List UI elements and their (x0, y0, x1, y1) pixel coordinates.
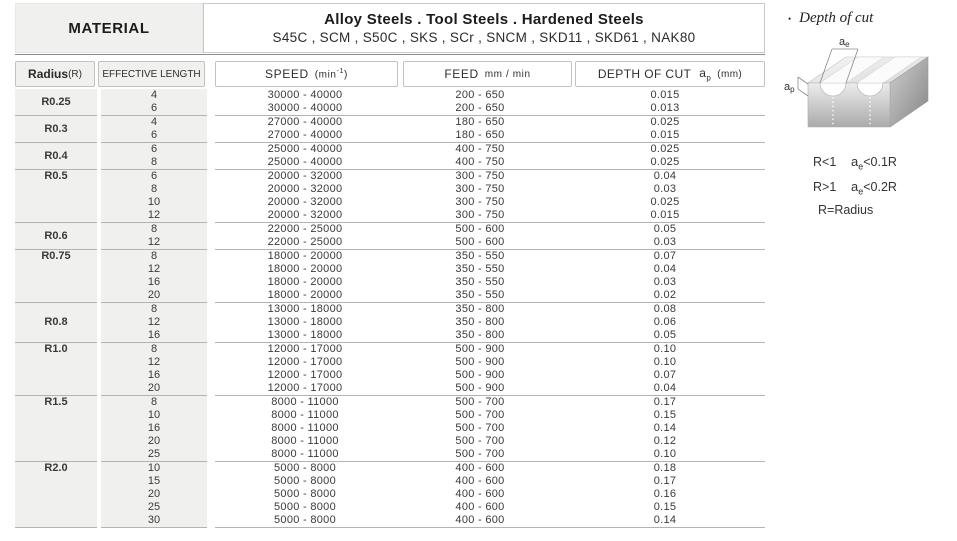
table-row (15, 369, 765, 382)
depth-cell: 0.17 (565, 396, 765, 410)
radius-definition-text: R=Radius (818, 203, 874, 217)
feed-cell: 500 - 900 (395, 343, 565, 357)
depth-cell: 0.17 (565, 475, 765, 488)
radius-cell: R0.75 (15, 250, 99, 303)
length-cell: 20 (99, 435, 211, 448)
feed-cell: 400 - 600 (395, 501, 565, 514)
speed-cell: 12000 - 17000 (211, 369, 395, 382)
radius-cell: R1.5 (15, 396, 99, 462)
length-cell: 20 (99, 382, 211, 396)
note-r-greater-1 (813, 179, 954, 197)
length-cell: 16 (99, 329, 211, 343)
depth-of-cut-title (782, 10, 954, 27)
feed-cell: 400 - 750 (395, 156, 565, 170)
length-cell: 16 (99, 422, 211, 435)
table-row (15, 276, 765, 289)
speed-cell: 27000 - 40000 (211, 116, 395, 130)
table-row (15, 223, 765, 237)
radius-cell: R2.0 (15, 462, 99, 528)
depth-cell: 0.10 (565, 448, 765, 462)
feed-cell: 500 - 900 (395, 369, 565, 382)
speed-cell: 5000 - 8000 (211, 475, 395, 488)
speed-cell: 22000 - 25000 (211, 223, 395, 237)
speed-cell: 18000 - 20000 (211, 276, 395, 289)
column-header-radius (15, 61, 95, 87)
depth-cell: 0.14 (565, 514, 765, 528)
length-cell: 12 (99, 209, 211, 223)
depth-cell: 0.013 (565, 102, 765, 116)
depth-cell: 0.015 (565, 209, 765, 223)
note-condition: R<1 (813, 155, 837, 169)
table-row (15, 303, 765, 317)
table-row (15, 196, 765, 209)
speed-cell: 5000 - 8000 (211, 501, 395, 514)
table-row (15, 250, 765, 264)
speed-cell: 25000 - 40000 (211, 143, 395, 157)
radius-cell: R0.8 (15, 303, 99, 343)
depth-header-unit: (mm) (717, 68, 743, 80)
ap-dimension-lines (798, 77, 808, 96)
depth-cell: 0.10 (565, 343, 765, 357)
radius-cell: R1.0 (15, 343, 99, 396)
length-cell: 25 (99, 501, 211, 514)
feed-cell: 500 - 700 (395, 448, 565, 462)
length-cell: 10 (99, 409, 211, 422)
bullet-icon: • (788, 13, 792, 24)
depth-cell: 0.15 (565, 409, 765, 422)
depth-cell: 0.07 (565, 250, 765, 264)
radius-cell: R0.6 (15, 223, 99, 250)
ae-label: ae (839, 36, 850, 49)
speed-cell: 5000 - 8000 (211, 462, 395, 476)
feed-header-label: FEED (444, 67, 479, 81)
length-cell: 6 (99, 143, 211, 157)
length-cell: 4 (99, 116, 211, 130)
feed-cell: 300 - 750 (395, 170, 565, 184)
table-row (15, 129, 765, 143)
radius-cell: R0.4 (15, 143, 99, 170)
depth-cell: 0.06 (565, 316, 765, 329)
depth-cell: 0.12 (565, 435, 765, 448)
table-row (15, 435, 765, 448)
length-cell: 8 (99, 396, 211, 410)
feed-cell: 500 - 700 (395, 422, 565, 435)
table-row (15, 116, 765, 130)
depth-cell: 0.04 (565, 170, 765, 184)
length-cell: 10 (99, 196, 211, 209)
depth-cell: 0.04 (565, 382, 765, 396)
speed-cell: 18000 - 20000 (211, 250, 395, 264)
feed-cell: 350 - 550 (395, 263, 565, 276)
feed-cell: 200 - 650 (395, 102, 565, 116)
spec-table-body (15, 89, 765, 528)
speed-cell: 5000 - 8000 (211, 488, 395, 501)
depth-of-cut-notes (813, 154, 954, 217)
table-row (15, 329, 765, 343)
table-row (15, 143, 765, 157)
column-header-depth-of-cut (575, 61, 765, 87)
length-cell: 20 (99, 289, 211, 303)
table-row (15, 236, 765, 250)
depth-cell: 0.16 (565, 488, 765, 501)
speed-cell: 12000 - 17000 (211, 343, 395, 357)
feed-cell: 500 - 700 (395, 396, 565, 410)
depth-cell: 0.14 (565, 422, 765, 435)
length-cell: 8 (99, 183, 211, 196)
speed-cell: 8000 - 11000 (211, 396, 395, 410)
depth-cell: 0.025 (565, 156, 765, 170)
feed-cell: 350 - 550 (395, 276, 565, 289)
depth-cell: 0.025 (565, 196, 765, 209)
speed-cell: 30000 - 40000 (211, 102, 395, 116)
depth-cell: 0.18 (565, 462, 765, 476)
feed-cell: 500 - 700 (395, 435, 565, 448)
speed-header-label: SPEED (265, 67, 309, 81)
speed-cell: 30000 - 40000 (211, 89, 395, 102)
length-cell: 15 (99, 475, 211, 488)
feed-cell: 180 - 650 (395, 129, 565, 143)
depth-cell: 0.03 (565, 183, 765, 196)
note-radius-definition (818, 203, 954, 217)
parameter-table-area (15, 3, 765, 528)
depth-cell: 0.02 (565, 289, 765, 303)
depth-of-cut-title-text: Depth of cut (799, 10, 874, 26)
feed-cell: 500 - 600 (395, 223, 565, 237)
feed-cell: 500 - 600 (395, 236, 565, 250)
depth-header-label: DEPTH OF CUT (597, 67, 692, 81)
speed-cell: 20000 - 32000 (211, 209, 395, 223)
speed-cell: 18000 - 20000 (211, 263, 395, 276)
speed-cell: 25000 - 40000 (211, 156, 395, 170)
spec-table (15, 89, 765, 528)
length-cell: 6 (99, 129, 211, 143)
table-row (15, 488, 765, 501)
radius-header-suffix: (R) (68, 68, 82, 80)
depth-cell: 0.04 (565, 263, 765, 276)
depth-of-cut-diagram (784, 35, 946, 143)
length-cell: 6 (99, 170, 211, 184)
table-row (15, 170, 765, 184)
speed-cell: 20000 - 32000 (211, 183, 395, 196)
table-row (15, 356, 765, 369)
feed-cell: 400 - 600 (395, 488, 565, 501)
depth-cell: 0.025 (565, 143, 765, 157)
speed-cell: 8000 - 11000 (211, 409, 395, 422)
depth-cell: 0.05 (565, 223, 765, 237)
table-row (15, 89, 765, 102)
length-cell: 8 (99, 343, 211, 357)
ap-label: ap (784, 81, 795, 94)
speed-cell: 20000 - 32000 (211, 196, 395, 209)
length-cell: 12 (99, 356, 211, 369)
feed-cell: 350 - 800 (395, 316, 565, 329)
depth-cell: 0.03 (565, 236, 765, 250)
note-value: $a_e<0.2R$ (851, 178, 897, 196)
column-headers-row (15, 61, 765, 87)
speed-cell: 13000 - 18000 (211, 329, 395, 343)
depth-cell: 0.08 (565, 303, 765, 317)
length-cell: 8 (99, 303, 211, 317)
table-row (15, 514, 765, 528)
speed-cell: 5000 - 8000 (211, 514, 395, 528)
length-cell: 16 (99, 276, 211, 289)
depth-cell: 0.03 (565, 276, 765, 289)
depth-cell: 0.07 (565, 369, 765, 382)
feed-cell: 350 - 550 (395, 250, 565, 264)
length-cell: 16 (99, 369, 211, 382)
radius-cell: R0.5 (15, 170, 99, 223)
length-cell: 4 (99, 89, 211, 102)
material-value-box (203, 3, 765, 53)
radius-cell: R0.25 (15, 89, 99, 116)
length-cell: 8 (99, 223, 211, 237)
material-grades: S45C , SCM , S50C , SKS , SCr , SNCM , SKD11 , SKD61 , NAK80 (272, 30, 696, 45)
length-cell: 6 (99, 102, 211, 116)
material-header-row (15, 3, 765, 53)
length-cell: 25 (99, 448, 211, 462)
note-r-less-1 (813, 154, 954, 172)
length-cell: 30 (99, 514, 211, 528)
speed-cell: 8000 - 11000 (211, 448, 395, 462)
feed-cell: 400 - 750 (395, 143, 565, 157)
table-row (15, 501, 765, 514)
table-row (15, 156, 765, 170)
feed-cell: 300 - 750 (395, 183, 565, 196)
length-cell: 12 (99, 263, 211, 276)
table-row (15, 289, 765, 303)
speed-cell: 27000 - 40000 (211, 129, 395, 143)
note-condition: R>1 (813, 179, 837, 194)
table-row (15, 462, 765, 476)
feed-cell: 350 - 800 (395, 303, 565, 317)
speed-cell: 8000 - 11000 (211, 435, 395, 448)
depth-cell: 0.05 (565, 329, 765, 343)
depth-cell: 0.025 (565, 116, 765, 130)
length-cell: 12 (99, 236, 211, 250)
speed-cell: 8000 - 11000 (211, 422, 395, 435)
speed-cell: 22000 - 25000 (211, 236, 395, 250)
feed-cell: 350 - 800 (395, 329, 565, 343)
length-header-label: EFFECTIVE LENGTH (102, 68, 201, 80)
feed-cell: 500 - 900 (395, 356, 565, 369)
header-divider (15, 54, 765, 55)
radius-cell: R0.3 (15, 116, 99, 143)
depth-cell: 0.015 (565, 89, 765, 102)
table-row (15, 316, 765, 329)
feed-cell: 400 - 600 (395, 514, 565, 528)
depth-header-symbol: $a_p$ (699, 65, 712, 83)
table-row (15, 263, 765, 276)
feed-cell: 500 - 700 (395, 409, 565, 422)
length-cell: 8 (99, 156, 211, 170)
speed-cell: 20000 - 32000 (211, 170, 395, 184)
block-front-face (808, 83, 890, 127)
depth-of-cut-panel (782, 10, 954, 224)
table-row (15, 409, 765, 422)
feed-cell: 300 - 750 (395, 209, 565, 223)
length-cell: 10 (99, 462, 211, 476)
radius-header-label: Radius (28, 67, 69, 81)
table-row (15, 183, 765, 196)
depth-cell: 0.10 (565, 356, 765, 369)
table-row (15, 343, 765, 357)
material-types: Alloy Steels . Tool Steels . Hardened Steels (324, 11, 644, 28)
speed-cell: 13000 - 18000 (211, 303, 395, 317)
column-header-speed (215, 61, 398, 87)
feed-cell: 400 - 600 (395, 475, 565, 488)
feed-cell: 350 - 550 (395, 289, 565, 303)
feed-cell: 180 - 650 (395, 116, 565, 130)
table-row (15, 475, 765, 488)
speed-cell: 18000 - 20000 (211, 289, 395, 303)
speed-cell: 13000 - 18000 (211, 316, 395, 329)
feed-cell: 200 - 650 (395, 89, 565, 102)
note-value: $a_e<0.1R$ (851, 154, 897, 172)
table-row (15, 422, 765, 435)
table-row (15, 448, 765, 462)
length-cell: 12 (99, 316, 211, 329)
speed-cell: 12000 - 17000 (211, 382, 395, 396)
material-label: MATERIAL (68, 19, 150, 37)
feed-cell: 400 - 600 (395, 462, 565, 476)
material-header (15, 3, 203, 53)
feed-cell: 500 - 900 (395, 382, 565, 396)
column-header-feed (403, 61, 572, 87)
feed-header-unit: mm / min (484, 68, 531, 80)
speed-header-unit: $(\min^{-1})$ (314, 67, 348, 81)
table-row (15, 209, 765, 223)
speed-cell: 12000 - 17000 (211, 356, 395, 369)
table-row (15, 382, 765, 396)
feed-cell: 300 - 750 (395, 196, 565, 209)
length-cell: 20 (99, 488, 211, 501)
depth-cell: 0.15 (565, 501, 765, 514)
depth-cell: 0.015 (565, 129, 765, 143)
column-header-effective-length (98, 61, 205, 87)
length-cell: 8 (99, 250, 211, 264)
table-row (15, 102, 765, 116)
table-row (15, 396, 765, 410)
